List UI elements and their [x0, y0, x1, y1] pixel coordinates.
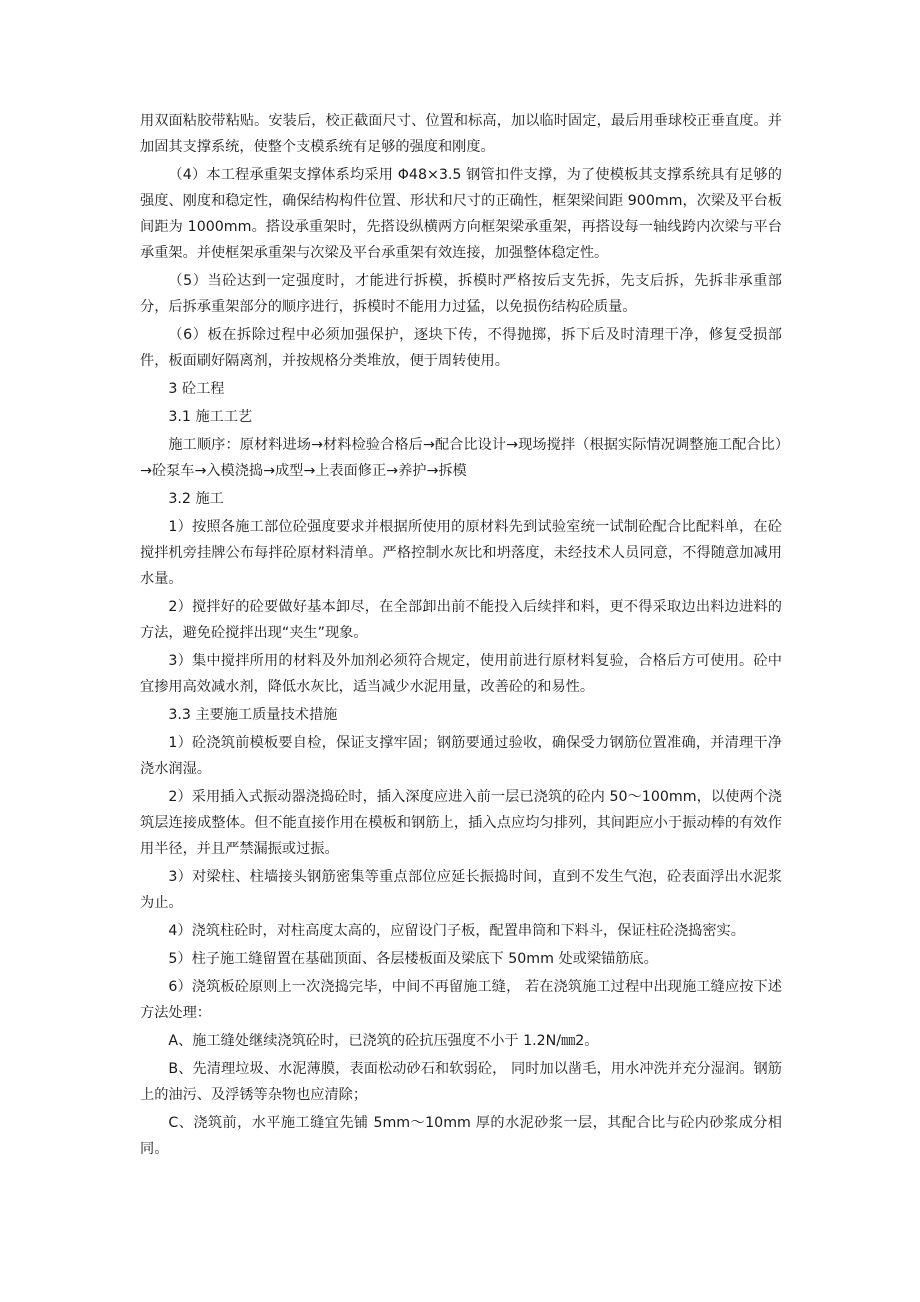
paragraph-item-6: （6）板在拆除过程中必须加强保护，逐块下传，不得抛掷，拆下后及时清理干净，修复受损部件，板面刷好隔离剂，并按规格分类堆放，便于周转使用。 [140, 327, 782, 369]
section-heading-3-1: 3.1 施工工艺 [168, 409, 253, 425]
paragraph-3-3-item-3: 3）对梁柱、柱墙接头钢筋密集等重点部位应延长振捣时间，直到不发生气泡，砼表面浮出水泥浆为止。 [140, 869, 782, 911]
paragraph-item-c: C、浇筑前，水平施工缝宜先铺 5mm～10mm 厚的水泥砂浆一层，其配合比与砼内砂浆成分相同。 [140, 1115, 782, 1157]
paragraph-item-b: B、先清理垃圾、水泥薄膜，表面松动砂石和软弱砼， 同时加以凿毛，用水冲洗并充分湿润。钢筋上的油污、及浮锈等杂物也应清除； [140, 1061, 782, 1103]
paragraph-construction-sequence: 施工顺序：原材料进场→材料检验合格后→配合比设计→现场搅拌（根据实际情况调整施工配合比）→砼泵车→入模浇捣→成型→上表面修正→养护→拆模 [140, 437, 782, 479]
paragraph-continuation: 用双面粘胶带粘贴。安装后，校正截面尺寸、位置和标高，加以临时固定，最后用垂球校正垂直度。并加固其支撑系统，使整个支模系统有足够的强度和刚度。 [140, 113, 782, 155]
document-page [140, 108, 782, 1162]
paragraph-3-3-item-6: 6）浇筑板砼原则上一次浇捣完毕，中间不再留施工缝， 若在浇筑施工过程中出现施工缝应按下述方法处理： [140, 979, 782, 1021]
section-heading-3-3: 3.3 主要施工质量技术措施 [168, 707, 338, 723]
paragraph-3-3-item-4: 4）浇筑柱砼时，对柱高度太高的，应留设门子板，配置串筒和下料斗，保证柱砼浇捣密实。 [168, 923, 745, 939]
paragraph-3-3-item-2: 2）采用插入式振动器浇捣砼时，插入深度应进入前一层已浇筑的砼内 50～100mm，以使两个浇筑层连接成整体。但不能直接作用在模板和钢筋上，插入点应均匀排列，其间距应小于振动棒的有效作用半径，并且严禁漏振或过振。 [140, 789, 782, 857]
paragraph-3-2-item-3: 3）集中搅拌所用的材料及外加剂必须符合规定，使用前进行原材料复验，合格后方可使用。砼中宜掺用高效减水剂，降低水灰比，适当减少水泥用量，改善砼的和易性。 [140, 653, 782, 695]
section-heading-3: 3 砼工程 [168, 381, 225, 397]
paragraph-item-4: （4）本工程承重架支撑体系均采用 Φ48×3.5 钢管扣件支撑，为了使模板其支撑系统具有足够的强度、刚度和稳定性，确保结构构件位置、形状和尺寸的正确性，框架梁间距 900mm，次梁及平台板间距为 1000mm。搭设承重架时，先搭设纵横两方向框架梁承重架，再搭设每一轴线跨内次梁与平台承重架。并使框架承重架与次梁及平台承重架有效连接，加强整体稳定性。 [140, 167, 782, 261]
paragraph-3-3-item-5: 5）柱子施工缝留置在基础顶面、各层楼板面及梁底下 50mm 处或梁锚筋底。 [168, 951, 658, 967]
paragraph-3-3-item-1: 1）砼浇筑前模板要自检，保证支撑牢固；钢筋要通过验收，确保受力钢筋位置准确，并清理干净浇水润湿。 [140, 735, 782, 777]
paragraph-3-2-item-2: 2）搅拌好的砼要做好基本卸尽，在全部卸出前不能投入后续拌和料，更不得采取边出料边进料的方法，避免砼搅拌出现“夹生”现象。 [140, 599, 782, 641]
paragraph-item-a: A、施工缝处继续浇筑砼时，已浇筑的砼抗压强度不小于 1.2N/㎜2。 [168, 1033, 599, 1049]
paragraph-item-5: （5）当砼达到一定强度时，才能进行拆模，拆模时严格按后支先拆，先支后拆，先拆非承重部分，后拆承重架部分的顺序进行，拆模时不能用力过猛，以免损伤结构砼质量。 [140, 273, 782, 315]
paragraph-3-2-item-1: 1）按照各施工部位砼强度要求并根据所使用的原材料先到试验室统一试制砼配合比配料单，在砼搅拌机旁挂牌公布每拌砼原材料清单。严格控制水灰比和坍落度，未经技术人员同意，不得随意加减用水量。 [140, 519, 782, 587]
section-heading-3-2: 3.2 施工 [168, 491, 224, 507]
